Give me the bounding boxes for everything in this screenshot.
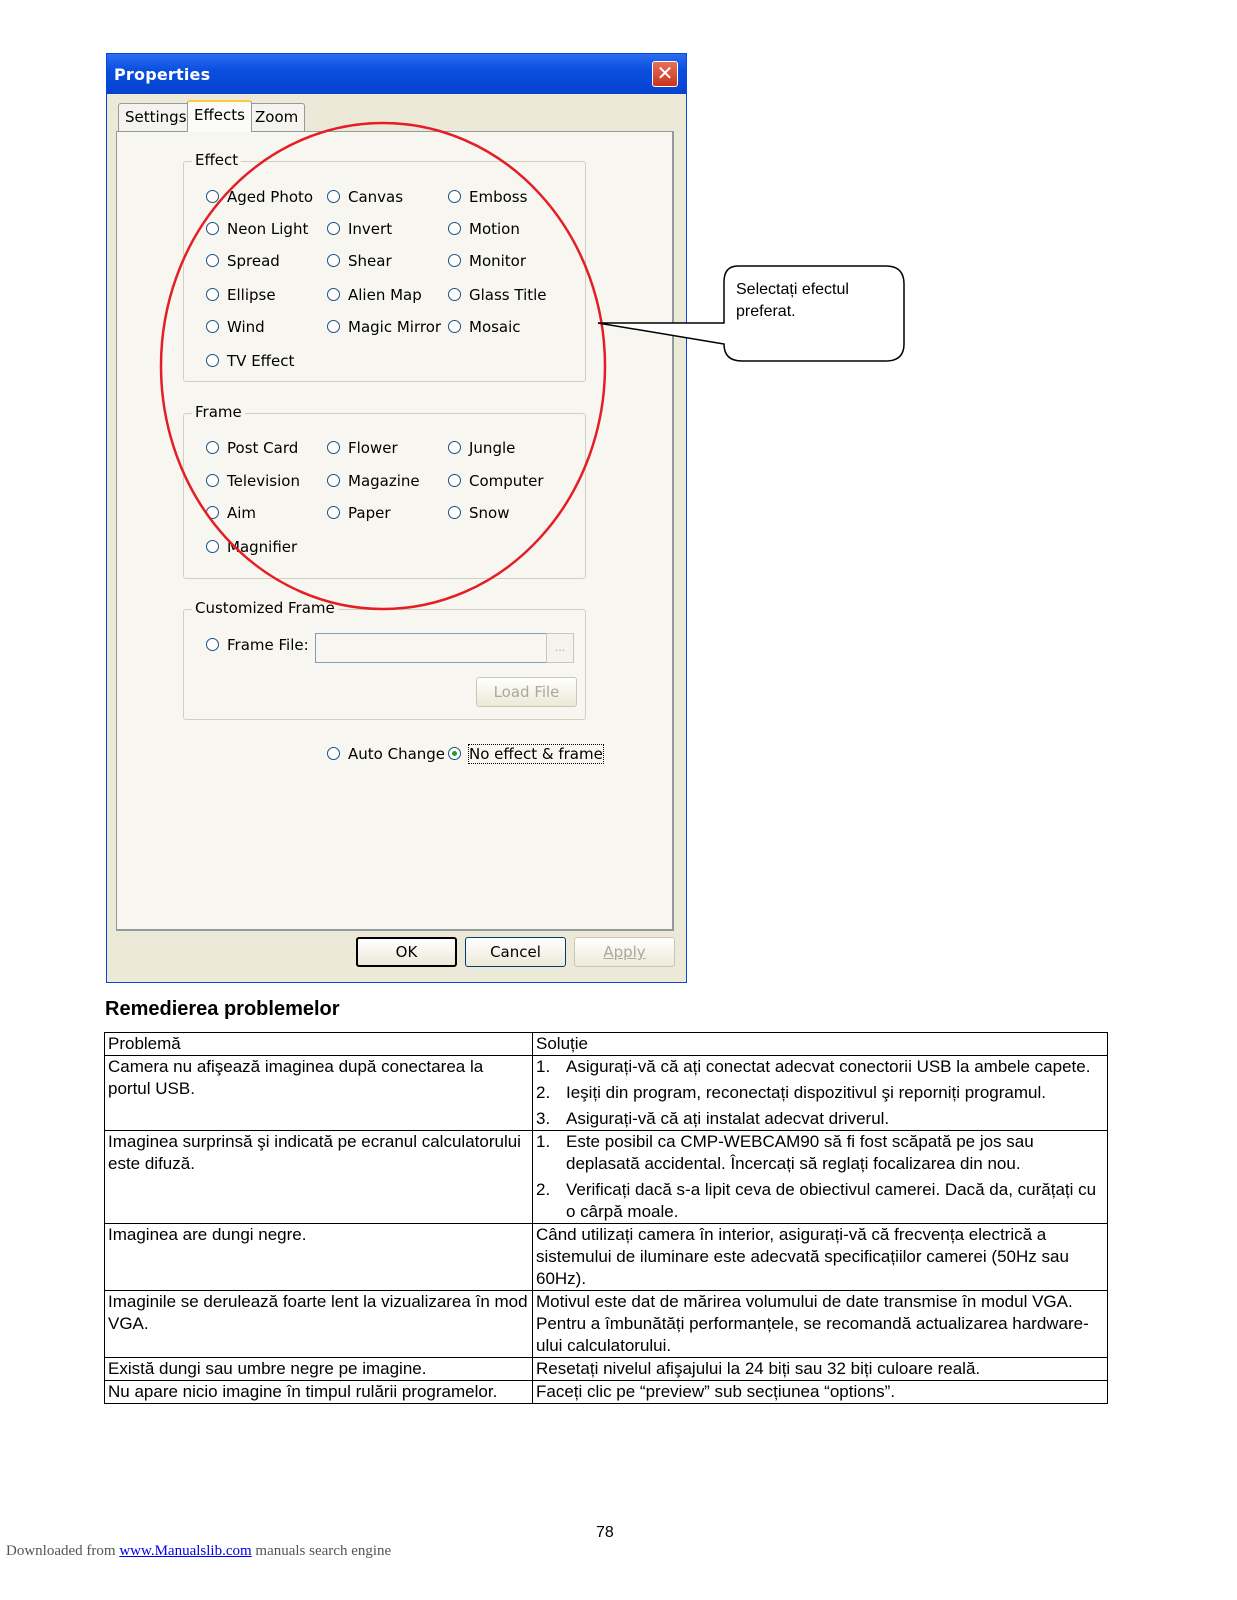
list-number: 1. [536, 1057, 551, 1076]
table-header-row [105, 1033, 1108, 1056]
header-solution: Soluție [533, 1033, 1108, 1056]
option-label: Jungle [469, 439, 516, 457]
option-label: TV Effect [227, 352, 295, 370]
list-item [536, 1108, 1105, 1130]
option-label: No effect & frame [469, 745, 603, 763]
solution-cell: Faceți clic pe “preview” sub secțiunea “options”. [533, 1381, 1108, 1404]
customized-frame-legend: Customized Frame [192, 599, 338, 617]
cancel-button[interactable]: Cancel [465, 937, 566, 967]
problem-cell: Imaginea are dungi negre. [105, 1224, 533, 1291]
list-item [536, 1131, 1105, 1175]
tab-effects[interactable]: Effects [187, 100, 252, 132]
table-row [105, 1381, 1108, 1404]
problem-cell: Imaginile se derulează foarte lent la vizualizarea în mod VGA. [105, 1291, 533, 1358]
option-label: Post Card [227, 439, 299, 457]
option-label: Magic Mirror [348, 318, 442, 336]
list-number: 3. [536, 1109, 551, 1128]
footer-prefix: Downloaded from [6, 1543, 120, 1559]
list-number: 2. [536, 1180, 551, 1199]
option-label: Invert [348, 220, 393, 238]
troubleshooting-table [104, 1032, 1108, 1404]
table-row [105, 1056, 1108, 1131]
browse-button[interactable]: ... [546, 633, 574, 663]
list-text: Ieşiți din program, reconectați dispozitivul şi reporniți programul. [566, 1083, 1046, 1102]
highlight-circle [161, 123, 605, 609]
option-label: Computer [469, 472, 544, 490]
list-text: Este posibil ca CMP-WEBCAM90 să fi fost scăpată pe jos sau deplasată accidental. Încercați să reglați focalizarea din nou. [566, 1132, 1034, 1173]
table-row [105, 1131, 1108, 1224]
option-label: Monitor [469, 252, 527, 270]
table-row [105, 1224, 1108, 1291]
footer-suffix: manuals search engine [251, 1543, 392, 1559]
option-label: Shear [348, 252, 392, 270]
option-label: Aim [227, 504, 257, 522]
solution-cell: Resetați nivelul afişajului la 24 biți sau 32 biți culoare reală. [533, 1358, 1108, 1381]
option-label: Emboss [469, 188, 528, 206]
option-label: Magazine [348, 472, 420, 490]
list-item [536, 1082, 1105, 1104]
effect-group-legend: Effect [192, 151, 241, 169]
list-number: 1. [536, 1132, 551, 1151]
option-label: Spread [227, 252, 280, 270]
option-label: Paper [348, 504, 391, 522]
option-label: Ellipse [227, 286, 276, 304]
option-label: Neon Light [227, 220, 309, 238]
option-label: Television [227, 472, 300, 490]
problem-cell: Imaginea surprinsă şi indicată pe ecranul calculatorului este difuză. [105, 1131, 533, 1224]
ok-button[interactable]: OK [356, 937, 457, 967]
frame-file-label: Frame File: [227, 636, 309, 654]
footer-link[interactable]: www.Manualslib.com [119, 1543, 252, 1559]
close-icon[interactable]: ✕ [652, 61, 678, 87]
tab-zoom[interactable]: Zoom [248, 103, 305, 131]
frame-group-legend: Frame [192, 403, 245, 421]
option-label: Flower [348, 439, 398, 457]
option-label: Magnifier [227, 538, 298, 556]
option-label: Motion [469, 220, 520, 238]
option-label: Wind [227, 318, 265, 336]
solution-list [536, 1131, 1105, 1223]
page-number: 78 [596, 1524, 614, 1541]
solution-list [536, 1056, 1105, 1130]
list-item [536, 1179, 1105, 1223]
list-number: 2. [536, 1083, 551, 1102]
list-text: Asigurați-vă că ați conectat adecvat conectorii USB la ambele capete. [566, 1057, 1091, 1076]
list-text: Asigurați-vă că ați instalat adecvat driverul. [566, 1109, 890, 1128]
dialog-title: Properties [114, 65, 211, 84]
problem-cell: Există dungi sau umbre negre pe imagine. [105, 1358, 533, 1381]
solution-cell: Motivul este dat de mărirea volumului de date transmise în modul VGA. Pentru a îmbunătăți performanțele, se recomandă actualizarea hardware-ului calculatorului. [533, 1291, 1108, 1358]
table-row [105, 1291, 1108, 1358]
apply-button[interactable]: Apply [574, 937, 675, 967]
list-text: Verificați dacă s-a lipit ceva de obiectivul camerei. Dacă da, curățați cu o cârpă moale. [566, 1180, 1097, 1221]
solution-cell: Când utilizați camera în interior, asigurați-vă că frecvența electrică a sistemului de iluminare este adecvată specificațiilor camerei (50Hz sau 60Hz). [533, 1224, 1108, 1291]
load-file-button[interactable]: Load File [476, 677, 577, 707]
option-label: Alien Map [348, 286, 422, 304]
option-label: Snow [469, 504, 510, 522]
header-problem: Problemă [105, 1033, 533, 1056]
option-label: Aged Photo [227, 188, 314, 206]
footer [6, 1543, 391, 1560]
option-label: Glass Title [469, 286, 547, 304]
problem-cell: Nu apare nicio imagine în timpul rulării programelor. [105, 1381, 533, 1404]
callout-text: Selectați efectul preferat. [736, 281, 849, 320]
option-label: Auto Change [348, 745, 446, 763]
tab-settings[interactable]: Settings [118, 103, 194, 131]
option-label: Mosaic [469, 318, 521, 336]
section-heading: Remedierea problemelor [105, 998, 340, 1020]
solution-cell [533, 1131, 1108, 1224]
table-row [105, 1358, 1108, 1381]
option-label: Canvas [348, 188, 404, 206]
solution-cell [533, 1056, 1108, 1131]
problem-cell: Camera nu afişează imaginea după conectarea la portul USB. [105, 1056, 533, 1131]
list-item [536, 1056, 1105, 1078]
